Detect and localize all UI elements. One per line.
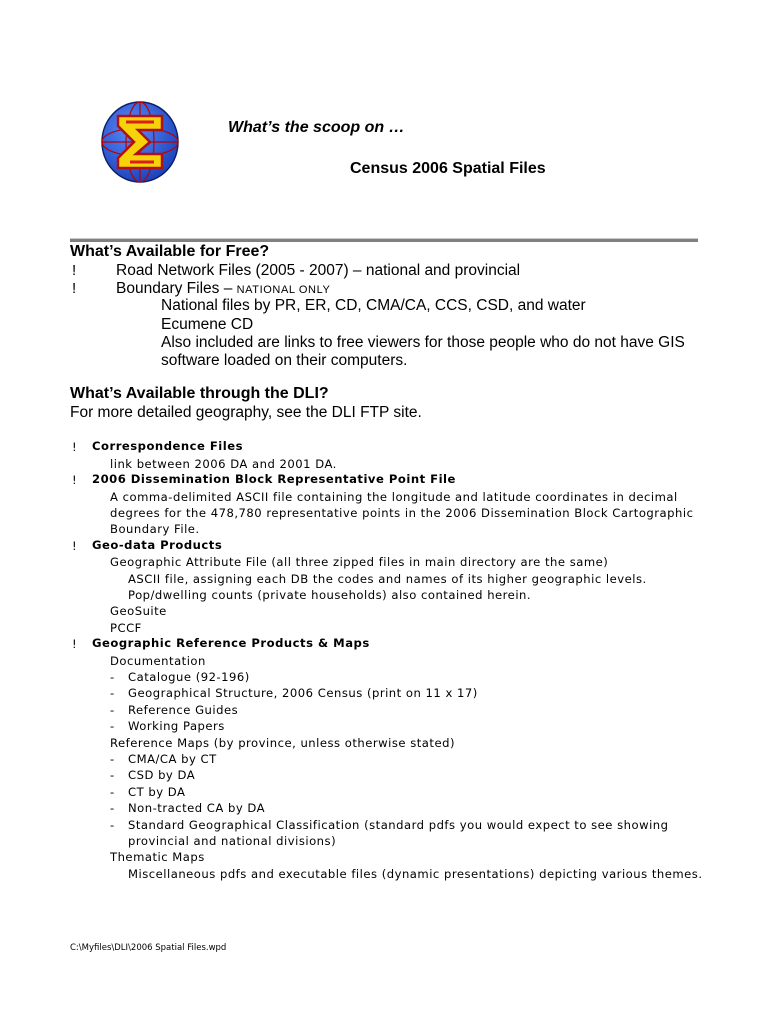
dash-marker: - [110, 719, 115, 733]
section-line: CSD by DA [128, 768, 196, 782]
dash-marker: - [110, 801, 115, 815]
section-line: Standard Geographical Classification (standard pdfs you would expect to see showing [128, 818, 669, 832]
dash-marker: - [110, 686, 115, 700]
bullet-marker: ! [72, 473, 78, 487]
national-only-note: NATIONAL ONLY [236, 284, 331, 296]
free-heading: What’s Available for Free? [70, 243, 270, 260]
section-line: GeoSuite [110, 604, 167, 618]
dash-marker: - [110, 818, 115, 832]
section-line: Miscellaneous pdfs and executable files (dynamic presentations) depicting various themes. [128, 867, 703, 881]
free-sub-line: Ecumene CD [161, 316, 254, 333]
bullet-marker: ! [72, 280, 77, 297]
section-line: CT by DA [128, 785, 186, 799]
section-line: A comma-delimited ASCII file containing the longitude and latitude coordinates in decimal [110, 490, 678, 504]
section-title: Geo-data Products [92, 538, 223, 552]
dash-marker: - [110, 768, 115, 782]
free-sub-line: software loaded on their computers. [161, 352, 408, 369]
bullet-marker: ! [72, 637, 78, 651]
horizontal-rule [70, 238, 698, 242]
doc-subtitle: Census 2006 Spatial Files [350, 160, 546, 177]
dash-marker: - [110, 785, 115, 799]
section-line: Reference Guides [128, 703, 239, 717]
section-title: 2006 Dissemination Block Representative Point File [92, 472, 456, 486]
bullet-marker: ! [72, 539, 78, 553]
file-path-footer: C:\Myfiles\DLI\2006 Spatial Files.wpd [70, 943, 227, 953]
section-line: ASCII file, assigning each DB the codes and names of its higher geographic levels. [128, 572, 647, 586]
dli-intro: For more detailed geography, see the DLI FTP site. [70, 404, 422, 421]
section-line: Geographical Structure, 2006 Census (print on 11 x 17) [128, 686, 478, 700]
section-line: provincial and national divisions) [128, 834, 337, 848]
dash-marker: - [110, 703, 115, 717]
dash-marker: - [110, 670, 115, 684]
section-line: Non-tracted CA by DA [128, 801, 266, 815]
free-sub-line: National files by PR, ER, CD, CMA/CA, CCS, CSD, and water [161, 297, 586, 314]
free-item-boundary-label: Boundary Files – [116, 280, 237, 297]
section-line: degrees for the 478,780 representative points in the 2006 Dissemination Block Cartographic [110, 506, 694, 520]
free-sub-line: Also included are links to free viewers for those people who do not have GIS [161, 334, 685, 351]
doc-title: What’s the scoop on … [228, 119, 405, 136]
section-line: link between 2006 DA and 2001 DA. [110, 457, 337, 471]
section-line: Geographic Attribute File (all three zipped files in main directory are the same) [110, 555, 609, 569]
section-line: Reference Maps (by province, unless otherwise stated) [110, 736, 455, 750]
section-line: Pop/dwelling counts (private households) also contained herein. [128, 588, 532, 602]
bullet-marker: ! [72, 262, 77, 279]
dash-marker: - [110, 752, 115, 766]
bullet-marker: ! [72, 440, 78, 454]
section-line: Boundary File. [110, 522, 200, 536]
section-line: Working Papers [128, 719, 225, 733]
section-line: Documentation [110, 654, 206, 668]
section-line: Catalogue (92-196) [128, 670, 250, 684]
section-title: Geographic Reference Products & Maps [92, 636, 370, 650]
section-title: Correspondence Files [92, 439, 244, 453]
globe-logo [100, 100, 180, 184]
section-line: CMA/CA by CT [128, 752, 217, 766]
free-item-road-network: Road Network Files (2005 - 2007) – national and provincial [116, 262, 521, 279]
section-line: PCCF [110, 621, 142, 635]
dli-heading: What’s Available through the DLI? [70, 385, 329, 402]
section-line: Thematic Maps [110, 850, 205, 864]
